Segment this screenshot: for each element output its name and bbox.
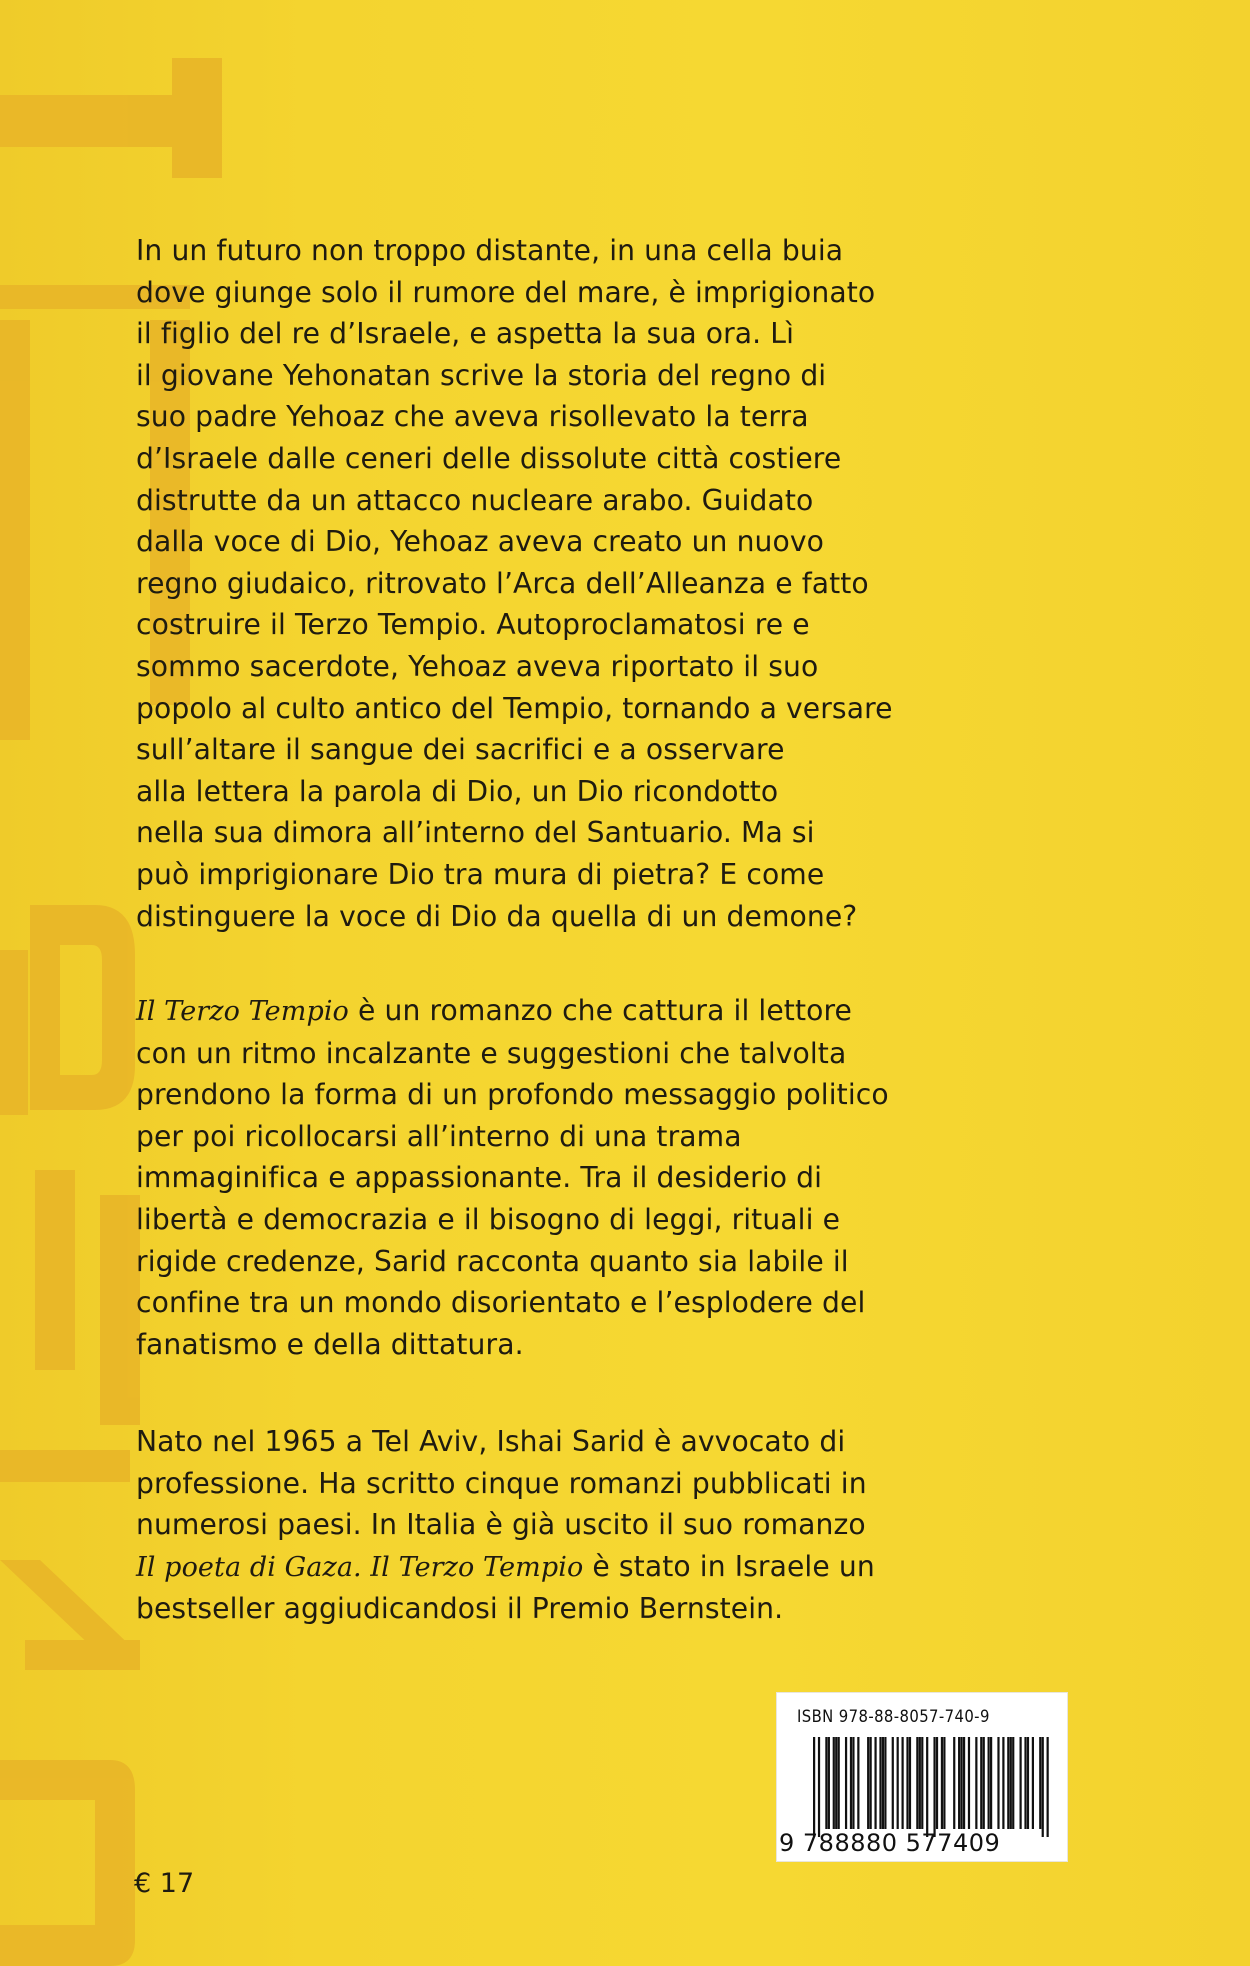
- deco-letter-z-top: [0, 1450, 130, 1482]
- blurb-line-text: è stato in Israele un: [583, 1549, 875, 1583]
- barcode-bar: [963, 1737, 965, 1829]
- barcode-digits: 9 788880 577409: [779, 1829, 1001, 1857]
- barcode-bar: [1007, 1737, 1009, 1829]
- blurb-line: alla lettera la parola di Dio, un Dio ricondotto: [136, 774, 779, 808]
- blurb-line: prendono la forma di un profondo messaggio politico: [136, 1078, 889, 1112]
- blurb-line: [136, 1546, 1136, 1589]
- barcode-bar: [1010, 1737, 1012, 1829]
- blurb-line: regno giudaico, ritrovato l’Arca dell’Alleanza e fatto: [136, 566, 869, 600]
- blurb-line: costruire il Terzo Tempio. Autoproclamatosi re e: [136, 608, 810, 642]
- blurb-line: numerosi paesi. In Italia è già uscito il suo romanzo: [136, 1508, 866, 1542]
- barcode-bar: [828, 1737, 830, 1829]
- book-title-italic: Il Terzo Tempio: [136, 996, 349, 1027]
- barcode-bar: [933, 1737, 935, 1837]
- barcode-bar: [879, 1737, 881, 1829]
- barcode-bar: [906, 1737, 908, 1829]
- blurb-line: sull’altare il sangue dei sacrifici e a osservare: [136, 733, 785, 767]
- barcode-bar: [968, 1737, 970, 1829]
- barcode-bar: [943, 1737, 945, 1829]
- blurb-line: dove giunge solo il rumore del mare, è imprigionato: [136, 275, 876, 309]
- title-separator: .: [353, 1551, 371, 1583]
- barcode-bar: [936, 1737, 938, 1829]
- deco-letter-t-serif: [172, 58, 222, 178]
- blurb-line: per poi ricollocarsi all’interno di una trama: [136, 1119, 742, 1153]
- barcode-bar: [825, 1737, 827, 1829]
- deco-stem-4: [0, 950, 28, 1115]
- blurb-line: distinguere la voce di Dio da quella di un demone?: [136, 899, 858, 933]
- deco-letter-z-diag: [0, 1560, 135, 1650]
- barcode-bar: [884, 1737, 886, 1829]
- deco-stem-5: [35, 1170, 75, 1370]
- barcode-bar: [909, 1737, 911, 1829]
- barcode-bar: [892, 1737, 894, 1829]
- blurb-line: bestseller aggiudicandosi il Premio Bernstein.: [136, 1592, 784, 1626]
- deco-letter-z-bottom: [25, 1640, 140, 1670]
- barcode-bar: [990, 1737, 992, 1829]
- barcode-bar: [975, 1737, 977, 1829]
- blurb-line: con un ritmo incalzante e suggestioni che talvolta: [136, 1036, 847, 1070]
- blurb-line: il giovane Yehonatan scrive la storia del regno di: [136, 358, 827, 392]
- blurb-line: sommo sacerdote, Yehoaz aveva riportato il suo: [136, 649, 819, 683]
- barcode-bar: [857, 1737, 859, 1829]
- barcode-bar: [845, 1737, 847, 1829]
- blurb-line: fanatismo e della dittatura.: [136, 1327, 524, 1361]
- barcode-bar: [997, 1737, 999, 1829]
- barcode-bar: [850, 1737, 852, 1829]
- barcode-bar: [926, 1737, 928, 1837]
- barcode-icon: [813, 1737, 1049, 1837]
- barcode-bar: [897, 1737, 899, 1829]
- isbn-number: ISBN 978-88-8057-740-9: [797, 1707, 990, 1726]
- blurb-line: popolo al culto antico del Tempio, tornando a versare: [136, 691, 893, 725]
- barcode-bar: [958, 1737, 960, 1829]
- barcode-bar: [835, 1737, 837, 1829]
- blurb-line: [136, 990, 1136, 1033]
- blurb-line: suo padre Yehoaz che aveva risollevato la terra: [136, 400, 809, 434]
- barcode-bar: [882, 1737, 884, 1829]
- deco-letter-d: [30, 905, 135, 1110]
- barcode-bar: [818, 1737, 820, 1837]
- barcode-bar: [941, 1737, 943, 1829]
- blurb-line: In un futuro non troppo distante, in una cella buia: [136, 234, 844, 267]
- barcode-bar: [902, 1737, 904, 1829]
- blurb-line: può imprigionare Dio tra mura di pietra? E come: [136, 857, 825, 891]
- barcode-bar: [988, 1737, 990, 1829]
- barcode-bar: [1024, 1737, 1026, 1829]
- blurb-paragraph-synopsis: [136, 230, 1136, 937]
- barcode-bar: [921, 1737, 923, 1829]
- barcode-bar: [1047, 1737, 1049, 1837]
- book-title-italic: Il poeta di Gaza: [136, 1551, 354, 1583]
- barcode-bar: [1039, 1737, 1041, 1829]
- barcode-bar: [874, 1737, 876, 1829]
- deco-stem-3: [0, 320, 30, 740]
- blurb-line: dalla voce di Dio, Yehoaz aveva creato un nuovo: [136, 525, 824, 559]
- deco-stem-6: [100, 1195, 140, 1425]
- barcode-bar: [919, 1737, 921, 1829]
- barcode-bar: [1027, 1737, 1029, 1829]
- barcode-bar: [953, 1737, 955, 1829]
- barcode-bar: [961, 1737, 963, 1829]
- barcode-bar: [1042, 1737, 1044, 1837]
- barcode-bar: [833, 1737, 835, 1829]
- blurb-line: professione. Ha scritto cinque romanzi pubblicati in: [136, 1466, 867, 1500]
- blurb-line: distrutte da un attacco nucleare arabo. Guidato: [136, 483, 814, 517]
- blurb-line: nella sua dimora all’interno del Santuario. Ma si: [136, 816, 815, 850]
- blurb-line: d’Israele dalle ceneri delle dissolute città costiere: [136, 441, 842, 475]
- barcode-bar: [1012, 1737, 1014, 1829]
- barcode-bar: [1032, 1737, 1034, 1829]
- blurb-line: immaginifica e appassionante. Tra il desiderio di: [136, 1161, 823, 1195]
- blurb-line: libertà e democrazia e il bisogno di leggi, rituali e: [136, 1202, 841, 1236]
- book-title-italic: Il Terzo Tempio: [370, 1551, 584, 1583]
- blurb-line: Nato nel 1965 a Tel Aviv, Ishai Sarid è avvocato di: [136, 1425, 846, 1458]
- barcode-bar: [983, 1737, 985, 1829]
- barcode-bar: [838, 1737, 840, 1829]
- blurb-line: il figlio del re d’Israele, e aspetta la sua ora. Lì: [136, 317, 795, 351]
- barcode-bar: [916, 1737, 918, 1829]
- barcode-bar: [867, 1737, 869, 1829]
- barcode-bar: [980, 1737, 982, 1829]
- barcode-bar: [1020, 1737, 1022, 1829]
- blurb-paragraph-author-bio: [136, 1421, 1136, 1630]
- barcode-bar: [870, 1737, 872, 1829]
- blurb-paragraph-review: [136, 990, 1136, 1365]
- barcode-bar: [1002, 1737, 1004, 1829]
- deco-letter-o: [0, 1760, 135, 1966]
- isbn-barcode-label: [776, 1692, 1068, 1862]
- blurb-line: confine tra un mondo disorientato e l’esplodere del: [136, 1286, 866, 1320]
- price-label: € 17: [134, 1868, 195, 1899]
- barcode-bar: [852, 1737, 854, 1829]
- blurb-line-text: è un romanzo che cattura il lettore: [348, 994, 852, 1027]
- blurb-line: rigide credenze, Sarid racconta quanto sia labile il: [136, 1244, 849, 1278]
- barcode-bar: [813, 1737, 815, 1837]
